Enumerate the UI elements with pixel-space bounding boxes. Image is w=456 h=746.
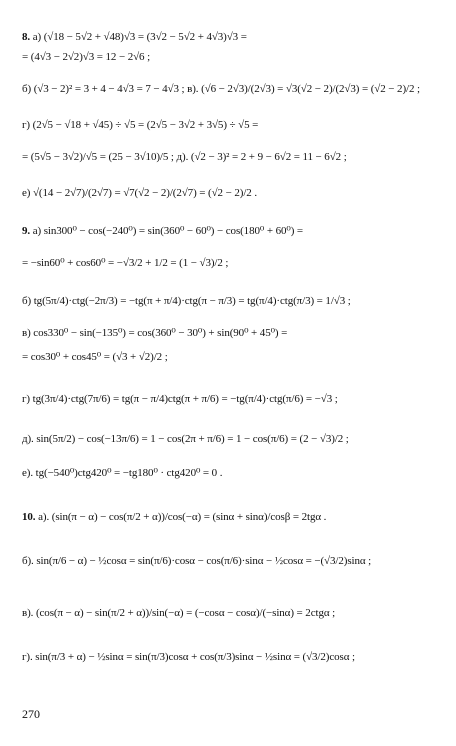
solution-line <box>22 186 257 200</box>
solution-text: б) tg(5π/4)·ctg(−2π/3) = −tg(π + π/4)·ctg(π − π/3) = tg(π/4)·ctg(π/3) = 1/√3 ; <box>22 295 351 307</box>
solution-line <box>22 294 351 308</box>
solution-line <box>22 650 355 664</box>
solution-text: а). (sin(π − α) − cos(π/2 + α))/cos(−α) = (sinα + sinα)/cosβ = 2tgα . <box>38 511 327 523</box>
solution-text: г) tg(3π/4)·ctg(7π/6) = tg(π − π/4)ctg(π + π/6) = −tg(π/4)·ctg(π/6) = −√3 ; <box>22 393 338 405</box>
solution-text: а) sin300⁰ − cos(−240⁰) = sin(360⁰ − 60⁰) − cos(180⁰ + 60⁰) = <box>32 225 304 237</box>
problem-number: 10. <box>22 511 36 523</box>
solution-text: г). sin(π/3 + α) − ½sinα = sin(π/3)cosα + cos(π/3)sinα − ½sinα = (√3/2)cosα ; <box>22 651 355 663</box>
solution-line <box>22 350 168 364</box>
solution-text: = −sin60⁰ + cos60⁰ = −√3/2 + 1/2 = (1 − √3)/2 ; <box>22 257 229 269</box>
solution-line <box>22 326 287 340</box>
solution-line <box>22 510 326 524</box>
solution-text: е). tg(−540⁰)ctg420⁰ = −tg180⁰ · ctg420⁰ = 0 . <box>22 467 223 479</box>
solution-line <box>22 118 258 132</box>
solution-text: = (5√5 − 3√2)/√5 = (25 − 3√10)/5 ; д). (√2 − 3)² = 2 + 9 − 6√2 = 11 − 6√2 ; <box>22 151 347 163</box>
solution-text: = cos30⁰ + cos45⁰ = (√3 + √2)/2 ; <box>22 351 168 363</box>
solution-line <box>22 606 335 620</box>
solution-line <box>22 466 222 480</box>
solution-text: д). sin(5π/2) − cos(−13π/6) = 1 − cos(2π + π/6) = 1 − cos(π/6) = (2 − √3)/2 ; <box>22 433 349 445</box>
solution-text: г) (2√5 − √18 + √45) ÷ √5 = (2√5 − 3√2 + 3√5) ÷ √5 = <box>22 119 259 131</box>
problem-number: 8. <box>22 31 31 43</box>
solution-text: а) (√18 − 5√2 + √48)√3 = (3√2 − 5√2 + 4√3)√3 = <box>32 31 247 43</box>
solution-line <box>22 50 150 64</box>
solution-line <box>22 392 338 406</box>
solution-text: в) cos330⁰ − sin(−135⁰) = cos(360⁰ − 30⁰) + sin(90⁰ + 45⁰) = <box>22 327 288 339</box>
solution-text: в). (cos(π − α) − sin(π/2 + α))/sin(−α) = (−cosα − cosα)/(−sinα) = 2ctgα ; <box>22 607 336 619</box>
solution-text: = (4√3 − 2√2)√3 = 12 − 2√6 ; <box>22 51 151 63</box>
solution-line <box>22 30 247 44</box>
solution-line <box>22 256 228 270</box>
solution-text: б) (√3 − 2)² = 3 + 4 − 4√3 = 7 − 4√3 ; в). (√6 − 2√3)/(2√3) = √3(√2 − 2)/(2√3) = (√2 − 2)/2 ; <box>22 83 420 95</box>
solution-text: б). sin(π/6 − α) − ½cosα = sin(π/6)·cosα − cos(π/6)·sinα − ½cosα = −(√3/2)sinα ; <box>22 555 372 567</box>
problem-number: 9. <box>22 225 31 237</box>
solution-line <box>22 224 303 238</box>
solution-text: е) √(14 − 2√7)/(2√7) = √7(√2 − 2)/(2√7) = (√2 − 2)/2 . <box>22 187 257 199</box>
solution-line <box>22 150 347 164</box>
solution-line <box>22 432 349 446</box>
solution-line <box>22 554 371 568</box>
solution-line <box>22 82 420 96</box>
page-number: 270 <box>22 707 40 721</box>
